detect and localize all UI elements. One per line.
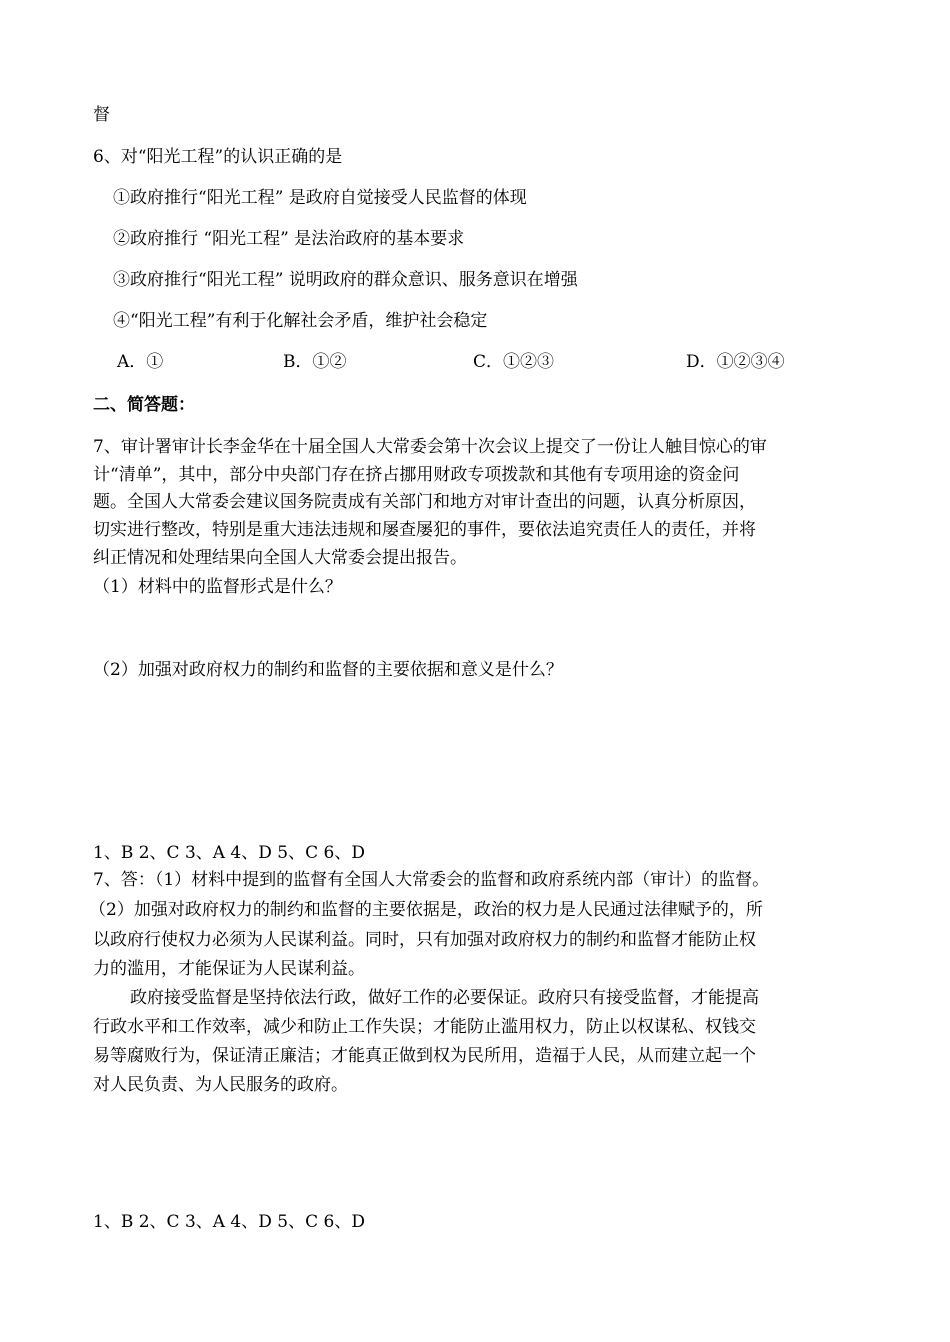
q7-material-line: 题。全国人大常委会建议国务院责成有关部门和地方对审计查出的问题，认真分析原因，: [93, 492, 756, 512]
q6-choice-b: B．①②: [283, 352, 347, 372]
q7-material-line: 纠正情况和处理结果向全国人大常委会提出报告。: [93, 548, 467, 568]
answer-line: 7、答：（1）材料中提到的监督有全国人大常委会的监督和政府系统内部（审计）的监督。: [93, 870, 770, 890]
q6-stem: 6、对“阳光工程”的认识正确的是: [93, 147, 343, 167]
answer-paragraph-line: 政府接受监督是坚持依法行政，做好工作的必要保证。政府只有接受监督，才能提高: [130, 988, 759, 1008]
q6-choice-d: D．①②③④: [686, 352, 785, 372]
q7-material-line: 切实进行整改，特别是重大违法违规和屡查屡犯的事件，要依法追究责任人的责任，并将: [93, 520, 756, 540]
q6-option-3: ③政府推行“阳光工程” 说明政府的群众意识、服务意识在增强: [113, 270, 578, 290]
q6-option-2: ②政府推行 “阳光工程” 是法治政府的基本要求: [113, 229, 465, 249]
q6-option-1: ①政府推行“阳光工程” 是政府自觉接受人民监督的体现: [113, 188, 527, 208]
answer-line: 以政府行使权力必须为人民谋利益。同时，只有加强对政府权力的制约和监督才能防止权: [93, 930, 756, 950]
top-fragment: 督: [93, 105, 110, 125]
answer-key-repeat: 1、B 2、C 3、A 4、D 5、C 6、D: [93, 1212, 365, 1232]
q7-sub1: （1）材料中的监督形式是什么？: [93, 577, 342, 597]
answer-key: 1、B 2、C 3、A 4、D 5、C 6、D: [93, 843, 365, 863]
q6-option-4: ④“阳光工程”有利于化解社会矛盾，维护社会稳定: [113, 311, 488, 331]
q7-sub2: （2）加强对政府权力的制约和监督的主要依据和意义是什么？: [93, 660, 563, 680]
q6-choice-a: A．①: [117, 352, 164, 372]
answer-line: 力的滥用，才能保证为人民谋利益。: [93, 959, 365, 979]
q6-choice-c: C．①②③: [473, 352, 555, 372]
section2-title: 二、简答题：: [93, 395, 195, 415]
answer-paragraph-line: 对人民负责、为人民服务的政府。: [93, 1075, 348, 1095]
q7-material-line: 计“清单”，其中，部分中央部门存在挤占挪用财政专项拨款和其他有专项用途的资金问: [93, 465, 740, 485]
answer-paragraph-line: 行政水平和工作效率，减少和防止工作失误；才能防止滥用权力，防止以权谋私、权钱交: [93, 1017, 756, 1037]
q7-material-line: 7、审计署审计长李金华在十届全国人大常委会第十次会议上提交了一份让人触目惊心的审: [93, 437, 767, 457]
answer-line: （2）加强对政府权力的制约和监督的主要依据是，政治的权力是人民通过法律赋予的，所: [89, 900, 763, 920]
answer-paragraph-line: 易等腐败行为，保证清正廉洁；才能真正做到权为民所用，造福于人民，从而建立起一个: [93, 1046, 756, 1066]
